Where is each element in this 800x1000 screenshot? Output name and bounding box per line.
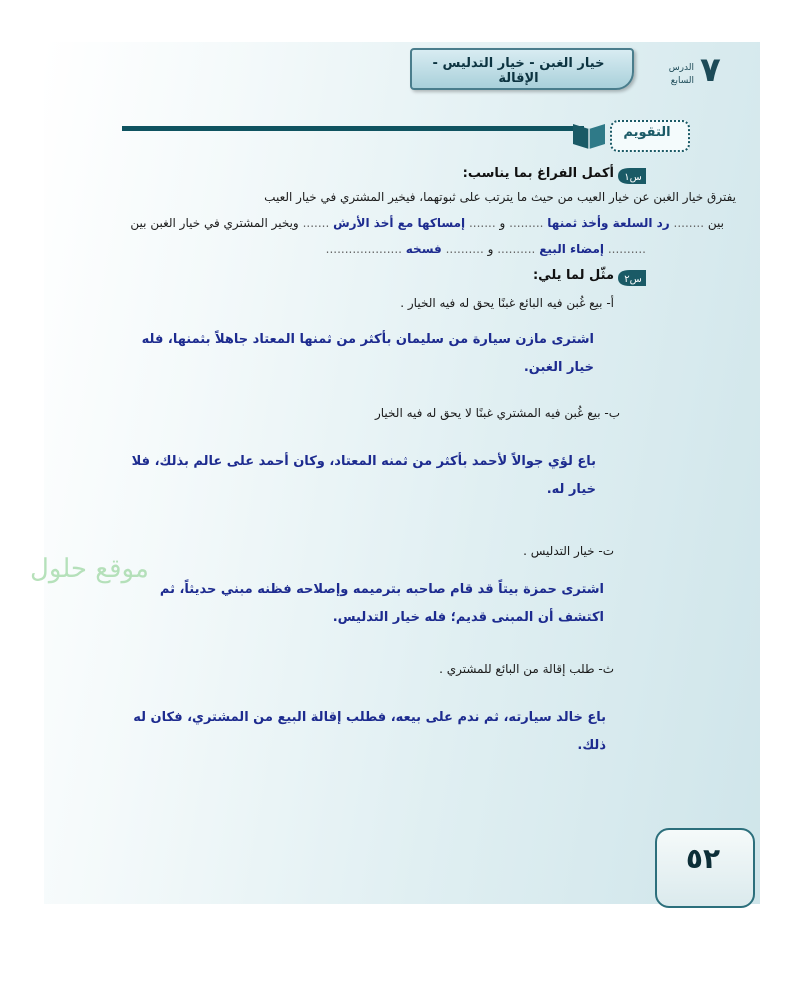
lesson-number: ٧	[700, 50, 721, 90]
evaluation-label: التقويم	[623, 125, 671, 140]
q1-answer-1: رد السلعة وأخذ ثمنها	[547, 216, 670, 230]
lesson-label	[648, 62, 694, 88]
q1-and-1: و	[499, 216, 506, 230]
open-book-icon	[570, 122, 608, 150]
q1-answer-2: إمساكها مع أخذ الأرش	[333, 216, 466, 230]
item-b-answer: باع لؤي جوالاً لأحمد بأكثر من ثمنه المعتاد، وكان أحمد على عالم بذلك، فلا خيار له.	[131, 454, 596, 497]
item-d-answer: باع خالد سيارته، ثم ندم على بيعه، فطلب إقالة البيع من المشتري، فكان له ذلك.	[133, 710, 606, 753]
question-1-line-1: يفترق خيار الغبن عن خيار العيب من حيث ما يترتب على ثبوتهما، فيخير المشتري في خيار العيب	[264, 190, 736, 204]
item-a-answer: اشترى مازن سيارة من سليمان بأكثر من ثمنها المعتاد جاهلاً بثمنها، فله خيار الغبن.	[141, 332, 594, 375]
lesson-label-line1: الدرس	[668, 63, 694, 73]
q1-line2-suffix: ويخير المشتري في خيار الغبن بين	[130, 216, 299, 230]
question-1-heading: أكمل الفراغ بما يناسب:	[462, 166, 614, 181]
question-1-icon-label: س١	[624, 172, 642, 183]
question-1-line-3: .......... إمضاء البيع .......... و .......... فسخه ....................	[325, 242, 646, 256]
q1-answer-4: فسخه	[405, 242, 442, 256]
item-d-prompt: ث- طلب إقالة من البائع للمشتري .	[439, 662, 614, 676]
q1-and-2: و	[487, 242, 494, 256]
question-1-line-2: بين ........ رد السلعة وأخذ ثمنها ......... و ....... إمساكها مع أخذ الأرش ....... ويخير المشتري في خيار الغبن بين	[130, 216, 724, 230]
item-c-prompt: ت- خيار التدليس .	[523, 544, 614, 558]
item-a-prompt: أ- بيع غُبن فيه البائع غبنًا يحق له فيه الخيار .	[400, 296, 614, 310]
page-number: ٥٢	[685, 842, 721, 875]
question-2-icon-label: س٢	[624, 274, 642, 285]
lesson-title: خيار الغبن - خيار التدليس - الإقالة	[432, 56, 605, 86]
question-2-icon	[616, 268, 648, 288]
lesson-label-line2: السابع	[670, 76, 694, 86]
item-c-answer: اشترى حمزة بيتاً قد قام صاحبه بترميمه وإصلاحه فظنه مبني حديثاً، ثم اكتشف أن المبنى قديم؛ فله خيار التدليس.	[159, 582, 604, 625]
section-divider	[122, 126, 584, 131]
site-watermark: موقع حلول	[30, 554, 149, 584]
q1-line2-prefix: بين	[707, 216, 724, 230]
item-b-prompt: ب- بيع غُبن فيه المشتري غبنًا لا يحق له فيه الخيار	[374, 406, 620, 420]
question-2-heading: مثّل لما يلي:	[532, 268, 614, 283]
question-1-icon	[616, 166, 648, 186]
q1-answer-3: إمضاء البيع	[539, 242, 605, 256]
